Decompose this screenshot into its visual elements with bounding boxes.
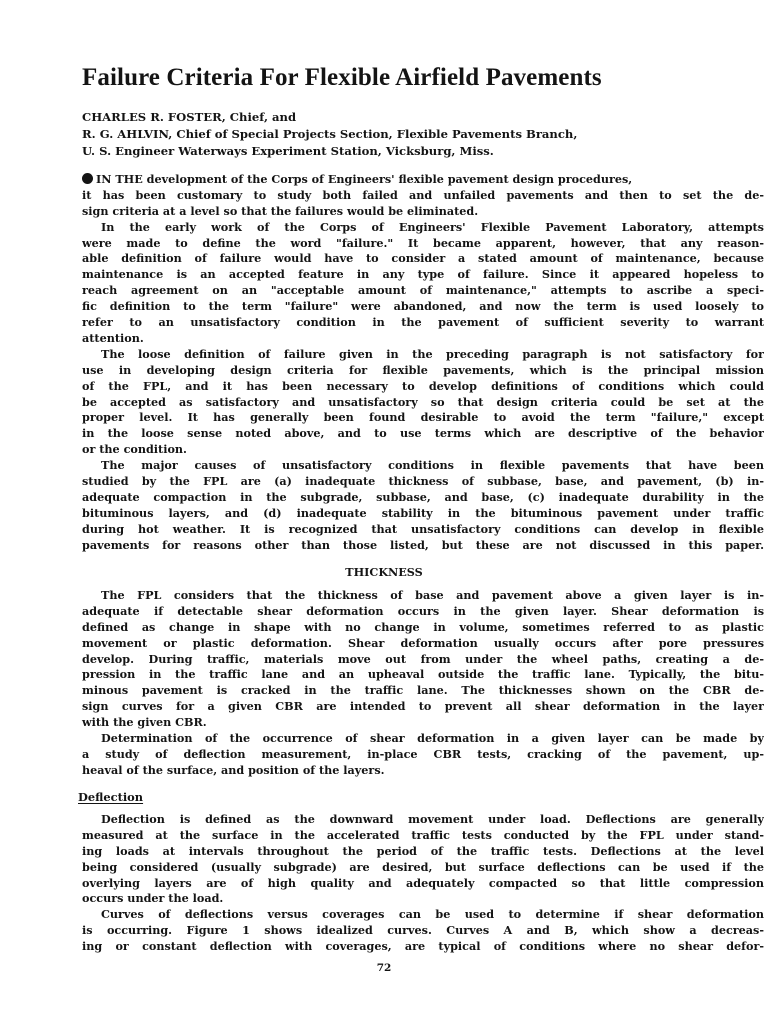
text-line: ing or constant deflection with coverages, are typical of conditions where no shear defor- [82, 939, 764, 954]
text-line: proper level. It has generally been found desirable to avoid the term "failure," except [82, 410, 764, 425]
text-line: develop. During traffic, materials move out from under the wheel paths, creating a de- [82, 651, 764, 666]
text-line: in the loose sense noted above, and to use terms which are descriptive of the behavior [82, 426, 764, 441]
text-line: be accepted as satisfactory and unsatisfactory so that design criteria could be set at the [82, 394, 764, 409]
text-line: movement or plastic deformation. Shear deformation usually occurs after pore pressures [82, 635, 764, 650]
text-line: ing loads at intervals throughout the period of the traffic tests. Deflections at the level [82, 843, 764, 858]
bullet-icon [82, 173, 93, 184]
text-line: refer to an unsatisfactory condition in the pavement of sufficient severity to warrant [82, 315, 764, 330]
text-line: Determination of the occurrence of shear deformation in a given layer can be made by [101, 731, 764, 746]
text-line: able definition of failure would have to consider a stated amount of maintenance, because [82, 251, 764, 266]
text-line: is occurring. Figure 1 shows idealized curves. Curves A and B, which show a decreas- [82, 923, 764, 938]
text-line: or the condition. [82, 442, 187, 457]
text-line: of the FPL, and it has been necessary to develop definitions of conditions which could [82, 378, 764, 393]
text-line: occurs under the load. [82, 891, 224, 906]
text-line: The major causes of unsatisfactory conditions in flexible pavements that have been [101, 458, 764, 473]
intro-first-line-text: IN THE development of the Corps of Engineers' flexible pavement design procedures, [96, 172, 633, 186]
text-line: during hot weather. It is recognized that unsatisfactory conditions can develop in flexible [82, 521, 764, 536]
text-line: Deflection is defined as the downward movement under load. Deflections are generally [101, 812, 764, 826]
text-line: adequate compaction in the subgrade, subbase, and base, (c) inadequate durability in the [82, 489, 764, 504]
text-line: sign criteria at a level so that the failures would be eliminated. [82, 203, 479, 218]
text-line: a study of deflection measurement, in-place CBR tests, cracking of the pavement, up- [82, 746, 764, 761]
text-line: it has been customary to study both failed and unfailed pavements and then to set the de- [82, 187, 764, 202]
page-number: 72 [376, 962, 392, 974]
paper-title: Failure Criteria For Flexible Airfield Pavements [82, 64, 602, 91]
text-line: reach agreement on an "acceptable amount of maintenance," attempts to ascribe a speci- [82, 283, 764, 298]
author-block [82, 109, 762, 160]
text-line: being considered (usually subgrade) are desired, but surface deflections can be used if the [82, 859, 764, 874]
text-line: attention. [82, 330, 144, 345]
text-line: heaval of the surface, and position of the layers. [82, 762, 385, 777]
text-line: Curves of deflections versus coverages can be used to determine if shear deformation [101, 907, 764, 922]
text-line: fic definition to the term "failure" were abandoned, and now the term is used loosely to [82, 299, 764, 314]
text-line: minous pavement is cracked in the traffic lane. The thicknesses shown on the CBR de- [82, 683, 764, 698]
text-line: pavements for reasons other than those listed, but these are not discussed in this paper. [82, 537, 764, 552]
text-line: bituminous layers, and (d) inadequate stability in the bituminous pavement under traffic [82, 505, 764, 520]
subsection-heading-deflection: Deflection [78, 790, 144, 804]
text-line: with the given CBR. [82, 715, 207, 730]
text-line: sign curves for a given CBR are intended to prevent all shear deformation in the layer [82, 699, 764, 714]
text-line: The loose definition of failure given in the preceding paragraph is not satisfactory for [101, 346, 764, 361]
text-line: The FPL considers that the thickness of base and pavement above a given layer is in- [101, 588, 764, 602]
intro-section [82, 172, 764, 553]
text-line: defined as change in shape with no change in volume, sometimes referred to as plastic [82, 619, 764, 634]
text-line: pression in the traffic lane and an upheaval outside the traffic lane. Typically, the bitu- [82, 667, 764, 682]
text-line: adequate if detectable shear deformation occurs in the given layer. Shear deformation is [82, 603, 764, 618]
text-line: use in developing design criteria for flexible pavements, which is the principal mission [82, 362, 764, 377]
text-line: overlying layers are of high quality and adequately compacted so that little compression [82, 875, 764, 890]
text-line: measured at the surface in the accelerated traffic tests conducted by the FPL under stand- [82, 827, 764, 842]
section-heading-thickness: THICKNESS [345, 565, 423, 579]
text-line: maintenance is an accepted feature in any type of failure. Since it appeared hopeless to [82, 267, 764, 282]
text-line: studied by the FPL are (a) inadequate thickness of subbase, base, and pavement, (b) in- [82, 473, 764, 488]
thickness-section [82, 588, 764, 779]
author-line: CHARLES R. FOSTER, Chief, and [82, 110, 297, 124]
text-line: were made to define the word "failure." It became apparent, however, that any reason- [82, 235, 764, 250]
intro-first-line [82, 172, 764, 188]
deflection-section [82, 812, 764, 955]
text-line: In the early work of the Corps of Engineers' Flexible Pavement Laboratory, attempts [101, 219, 764, 234]
author-line: R. G. AHLVIN, Chief of Special Projects Section, Flexible Pavements Branch, [82, 127, 578, 141]
author-line: U. S. Engineer Waterways Experiment Station, Vicksburg, Miss. [82, 144, 494, 158]
